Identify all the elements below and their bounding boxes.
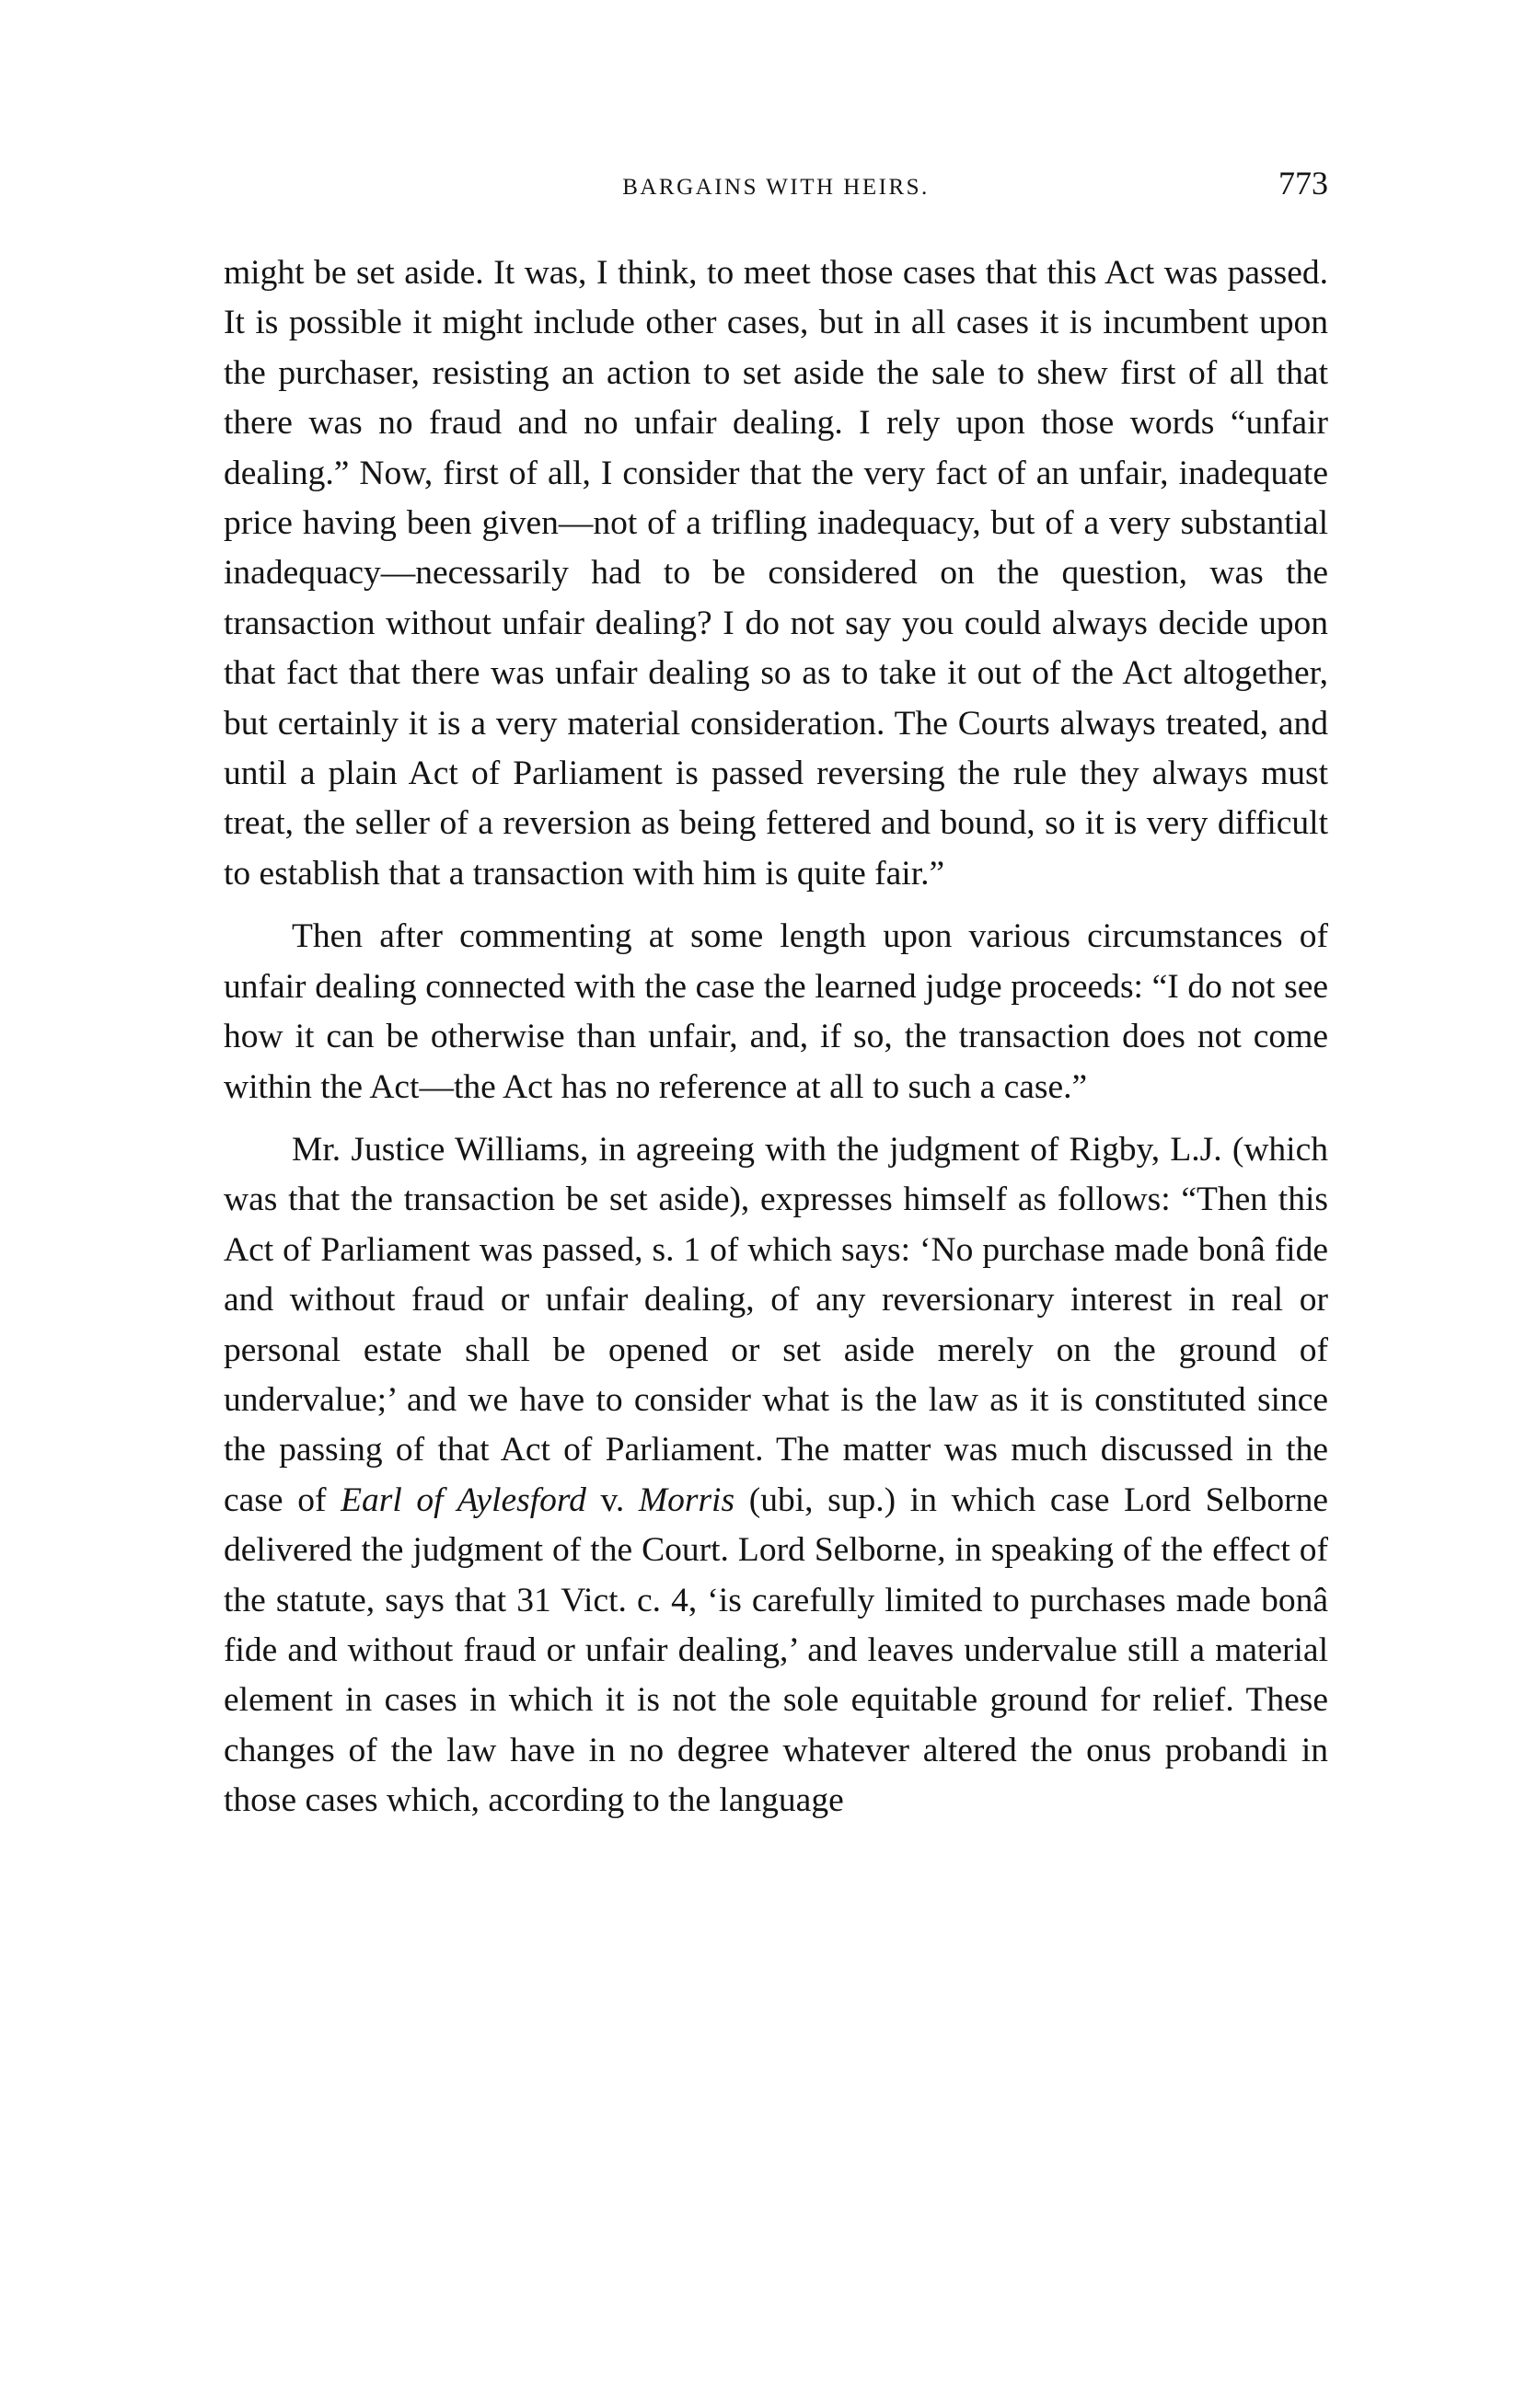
paragraph-3-text-a: Mr. Justice Williams, in agreeing with the judgment of Rigby, L.J. (which was that the transaction be set aside), expresses himself as follows: “Then this Act of Parliament was passed, s. 1 of which says: ‘No purchase made bonâ fide and without fraud or unfair dealing, of any reversionary interest in real or personal estate shall be opened or set aside merely on the ground of undervalue;’ and we have to consider what is the law as it is constituted since the passing of that Act of Parliament. The matter was much discussed in the case of xyxy=(224,1130,1328,1519)
paragraph-2-text: Then after commenting at some length upon various circumstances of unfair dealing connected with the case the learned judge proceeds: “I do not see how it can be otherwise than unfair, and, if so, the transaction does not come within the Act—the Act has no reference at all to such a case.” xyxy=(224,917,1328,1106)
page-header xyxy=(224,164,1328,210)
running-head: BARGAINS WITH HEIRS. xyxy=(622,175,930,200)
body-text xyxy=(224,248,1328,1826)
paragraph-1 xyxy=(224,248,1328,899)
paragraph-3-text-b: (ubi, sup.) in which case Lord Selborne delivered the judgment of the Court. Lord Selborne, in speaking of the effect of the statute, says that 31 Vict. c. 4, ‘is carefully limited to purchases made bonâ fide and without fraud or unfair dealing,’ and leaves undervalue still a material element in cases in which it is not the sole equitable ground for relief. These changes of the law have in no degree whatever altered the onus probandi in those cases which, according to the language xyxy=(224,1481,1328,1820)
paragraph-2 xyxy=(224,912,1328,1112)
case-versus: v. xyxy=(585,1481,639,1519)
case-name-morris: Morris xyxy=(638,1481,735,1519)
page-number: 773 xyxy=(1278,165,1328,202)
paragraph-1-text: might be set aside. It was, I think, to meet those cases that this Act was passed. It is possible it might include other cases, but in all cases it is incumbent upon the purchaser, resisting an action to set aside the sale to shew first of all that there was no fraud and no unfair dealing. I rely upon those words “unfair dealing.” Now, first of all, I consider that the very fact of an unfair, inadequate price having been given—not of a trifling inadequacy, but of a very substantial inadequacy—necessarily had to be considered on the question, was the transaction without unfair dealing? I do not say you could always decide upon that fact that there was unfair dealing so as to take it out of the Act altogether, but certainly it is a very material consideration. The Courts always treated, and until a plain Act of Parliament is passed reversing the rule they always must treat, the seller of a reversion as being fettered and bound, so it is very difficult to establish that a transaction with him is quite fair.” xyxy=(224,254,1328,893)
case-name-earl-of-aylesford: Earl of Aylesford xyxy=(341,1481,586,1519)
paragraph-3 xyxy=(224,1125,1328,1826)
